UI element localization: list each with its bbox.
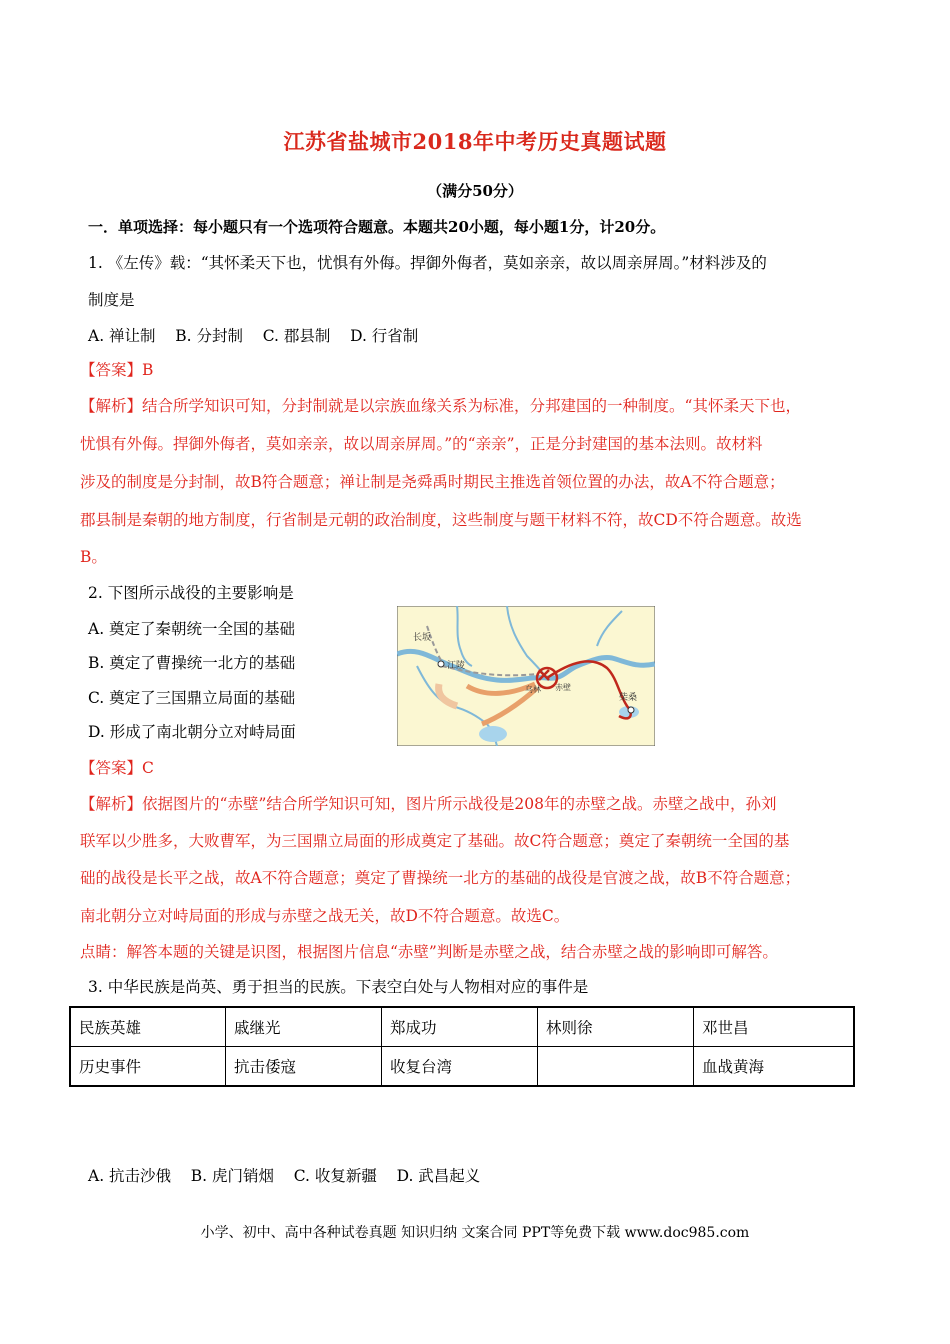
q1-analysis-line1: [80, 394, 801, 416]
table-cell: 历史事件: [70, 1047, 226, 1087]
q2-analysis-line1: [80, 792, 776, 814]
analysis-text: 依据图片的“赤壁”结合所学知识可知，图片所示战役是208年的赤壁之战。赤壁之战中，孙刘: [142, 795, 777, 813]
q1-analysis-line5: B。: [80, 548, 107, 566]
table-cell: 郑成功: [382, 1007, 538, 1047]
table-cell-blank: [538, 1047, 694, 1087]
table-row: [70, 1007, 854, 1047]
q3-options: A. 抗击沙俄 B. 虎门销烟 C. 收复新疆 D. 武昌起义: [88, 1167, 481, 1185]
chibi-battle-map: [397, 606, 655, 746]
table-cell: 林则徐: [538, 1007, 694, 1047]
q1-options: A. 禅让制 B. 分封制 C. 郡县制 D. 行省制: [88, 327, 419, 345]
q1-stem-line2: 制度是: [88, 291, 135, 309]
answer-value: C: [142, 759, 154, 777]
table-cell: 民族英雄: [70, 1007, 226, 1047]
q2-stem: 2. 下图所示战役的主要影响是: [88, 584, 294, 602]
analysis-tag: 【解析】: [80, 795, 143, 813]
label-wulin: 乌林: [525, 685, 541, 694]
q1-stem-line1: 1. 《左传》载：“其怀柔天下也，忧惧有外侮。捍御外侮者，莫如亲亲，故以周亲屏周。”材料涉及的: [88, 254, 767, 272]
q2-answer: [80, 756, 154, 778]
answer-value: B: [142, 361, 154, 379]
answer-tag: 【答案】: [80, 759, 143, 777]
q1-analysis-line4: 郡县制是秦朝的地方制度，行省制是元朝的政治制度，这些制度与题干材料不符，故CD不符合题意。故选: [80, 511, 802, 529]
map-frame: [397, 606, 655, 746]
q2-analysis-line4: 南北朝分立对峙局面的形成与赤壁之战无关，故D不符合题意。故选C。: [80, 907, 570, 925]
page-title: 江苏省盐城市2018年中考历史真题试题: [283, 129, 667, 154]
q1-analysis-line2: 忧惧有外侮。捍御外侮者，莫如亲亲，故以周亲屏周。”的“亲亲”，正是分封建国的基本法则。故材料: [80, 435, 763, 453]
label-chaisang: 柴桑: [619, 693, 638, 703]
table-cell: 血战黄海: [694, 1047, 855, 1087]
table-cell: 戚继光: [226, 1007, 382, 1047]
jiangling-dot: [438, 661, 444, 667]
q1-analysis-line3: 涉及的制度是分封制，故B符合题意；禅让制是尧舜禹时期民主推选首领位置的办法，故A不符合题意；: [80, 473, 785, 491]
analysis-text: 结合所学知识可知，分封制就是以宗族血缘关系为标准，分邦建国的一种制度。“其怀柔天下也，: [142, 397, 801, 415]
label-chibi: 赤壁: [555, 683, 571, 692]
table-row: [70, 1047, 854, 1087]
q2-analysis-line3: 础的战役是长平之战，故A不符合题意；奠定了曹操统一北方的基础的战役是官渡之战，故B不符合题意；: [80, 869, 801, 887]
q1-answer: [80, 358, 153, 380]
analysis-tag: 【解析】: [80, 397, 143, 415]
q2-option-b: B. 奠定了曹操统一北方的基础: [88, 654, 296, 672]
table-cell: 收复台湾: [382, 1047, 538, 1087]
table-cell: 邓世昌: [694, 1007, 855, 1047]
q2-option-a: A. 奠定了秦朝统一全国的基础: [88, 620, 296, 638]
q2-analysis-line2: 联军以少胜多，大败曹军，为三国鼎立局面的形成奠定了基础。故C符合题意；奠定了秦朝统一全国的基: [80, 832, 790, 850]
q2-option-d: D. 形成了南北朝分立对峙局面: [88, 723, 296, 741]
q2-tip: 点睛：解答本题的关键是识图，根据图片信息“赤壁”判断是赤壁之战，结合赤壁之战的影响即可解答。: [80, 943, 778, 961]
score-note: （满分50分）: [427, 182, 523, 200]
dongting-lake: [479, 726, 507, 742]
label-jiangling: 江陵: [447, 661, 466, 671]
q3-table: [69, 1006, 855, 1087]
q2-option-c: C. 奠定了三国鼎立局面的基础: [88, 689, 296, 707]
q3-stem: 3. 中华民族是尚英、勇于担当的民族。下表空白处与人物相对应的事件是: [88, 978, 589, 996]
section-heading: 一．单项选择：每小题只有一个选项符合题意。本题共20小题，每小题1分，计20分。: [88, 218, 666, 236]
label-changban: 长坂: [413, 633, 432, 643]
chaisang-dot: [628, 707, 634, 713]
page-footer: 小学、初中、高中各种试卷真题 知识归纳 文案合同 PPT等免费下载 www.doc985.com: [200, 1225, 750, 1241]
table-cell: 抗击倭寇: [226, 1047, 382, 1087]
answer-tag: 【答案】: [80, 361, 143, 379]
